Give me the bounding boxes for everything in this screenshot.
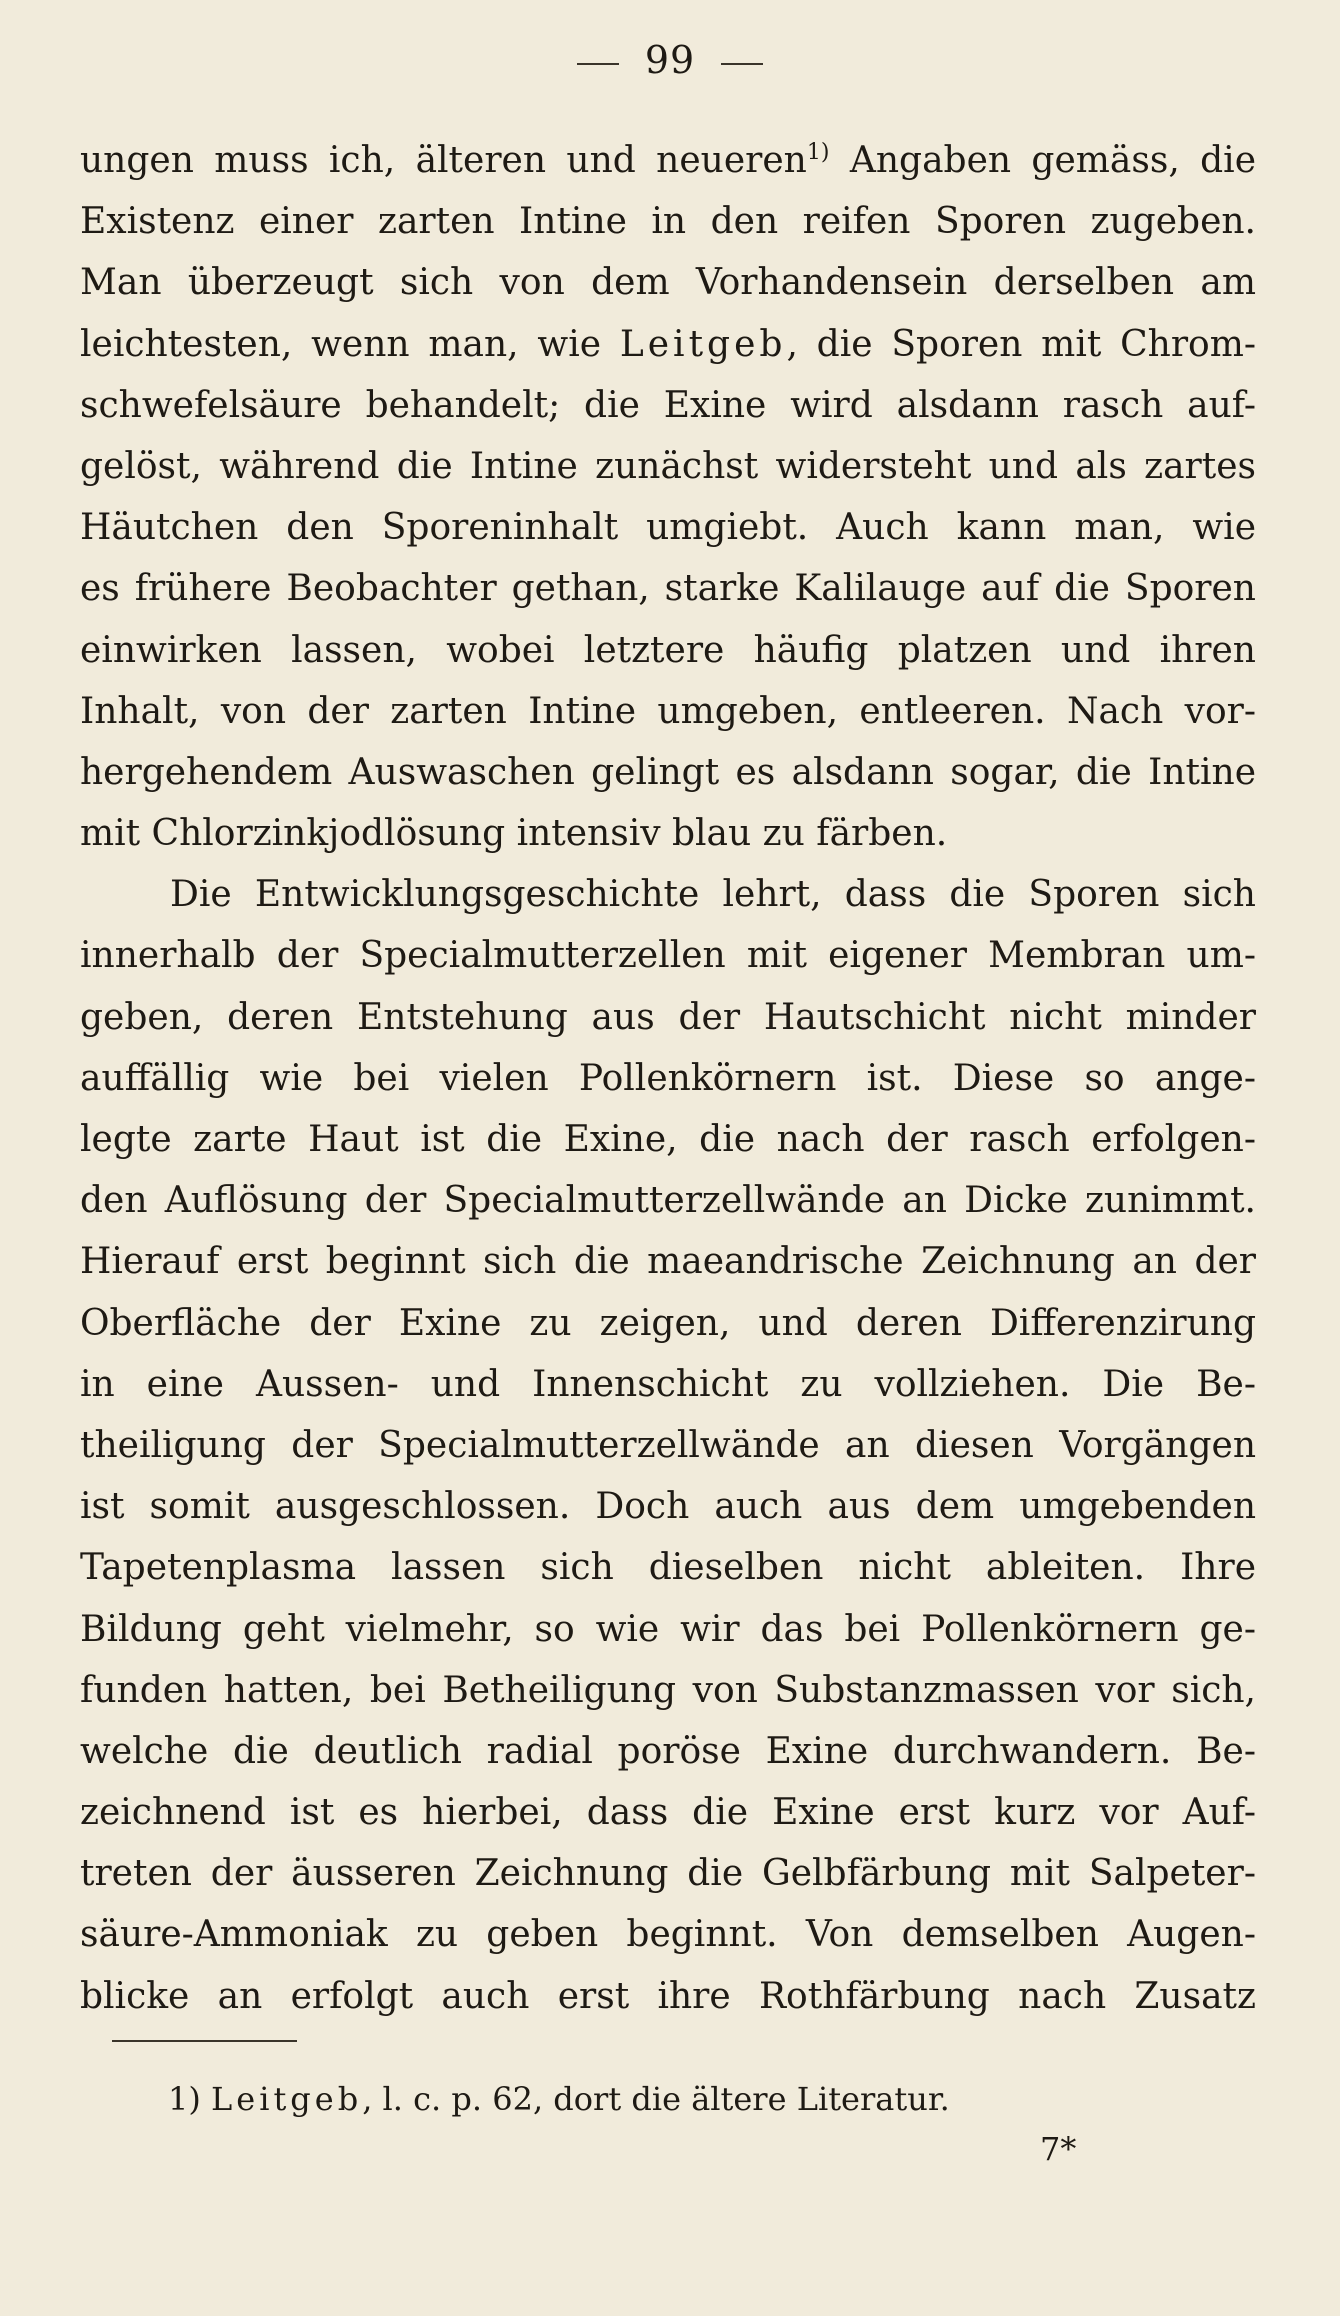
text-line: Die Entwicklungsgeschichte lehrt, dass die Sporen sich xyxy=(170,874,1256,916)
text-line: Man überzeugt sich von dem Vorhandensein derselben am xyxy=(80,262,1256,304)
text-line: funden hatten, bei Betheiligung von Substanzmassen vor sich, xyxy=(80,1669,1256,1711)
author-name: Leitgeb xyxy=(619,323,787,365)
text-line: geben, deren Entstehung aus der Hautschicht nicht minder xyxy=(80,996,1256,1038)
body-text xyxy=(80,130,1256,2027)
text-line: gelöst, während die Intine zunächst widersteht und als zartes xyxy=(80,445,1256,487)
text-line: Häutchen den Sporeninhalt umgiebt. Auch kann man, wie xyxy=(80,507,1256,549)
text-line: ist somit ausgeschlossen. Doch auch aus dem umgebenden xyxy=(80,1486,1256,1528)
text-line: Hierauf erst beginnt sich die maeandrische Zeichnung an der xyxy=(80,1241,1256,1283)
text-line: blicke an erfolgt auch erst ihre Rothfärbung nach Zusatz xyxy=(80,1975,1256,2017)
footnote-text: , l. c. p. 62, dort die ältere Literatur. xyxy=(362,2080,950,2118)
text-line: zeichnend ist es hierbei, dass die Exine erst kurz vor Auf- xyxy=(80,1792,1256,1834)
text-line: hergehendem Auswaschen gelingt es alsdann sogar, die Intine xyxy=(80,751,1256,793)
text-line: ungen muss ich, älteren und neueren$^{1)}$ Angaben gemäss, die xyxy=(80,140,1256,181)
signature-mark: 7* xyxy=(1040,2130,1077,2168)
text-line: schwefelsäure behandelt; die Exine wird alsdann rasch auf- xyxy=(80,384,1256,426)
text-line: Oberfläche der Exine zu zeigen, und deren Differenzirung xyxy=(80,1302,1256,1344)
text-line: in eine Aussen- und Innenschicht zu vollziehen. Die Be- xyxy=(80,1363,1256,1405)
text-line: leichtesten, wenn man, wie Leitgeb, die Sporen mit Chrom- xyxy=(80,323,1256,365)
text-line: welche die deutlich radial poröse Exine durchwandern. Be- xyxy=(80,1730,1256,1772)
page-number: 99 xyxy=(644,38,696,82)
text-line: innerhalb der Specialmutterzellen mit eigener Membran um- xyxy=(80,935,1256,977)
footnote-author: Leitgeb xyxy=(211,2080,363,2118)
footnote-rule xyxy=(112,2040,297,2042)
text-line: Inhalt, von der zarten Intine umgeben, entleeren. Nach vor- xyxy=(80,690,1256,732)
page-header xyxy=(0,38,1340,82)
text-line: den Auflösung der Specialmutterzellwände an Dicke zunimmt. xyxy=(80,1180,1256,1222)
footnote-reference: 1) xyxy=(806,140,830,165)
text-line: legte zarte Haut ist die Exine, die nach der rasch erfolgen- xyxy=(80,1119,1256,1160)
footnote-marker: 1) xyxy=(168,2080,201,2118)
text-line: mit Chlorzinkjodlösung intensiv blau zu färben. xyxy=(80,813,948,855)
text-line: einwirken lassen, wobei letztere häufig platzen und ihren xyxy=(80,629,1256,671)
text-line: säure-Ammoniak zu geben beginnt. Von demselben Augen- xyxy=(80,1914,1256,1956)
text-line: Existenz einer zarten Intine in den reifen Sporen zugeben. xyxy=(80,201,1256,243)
text-line: Bildung geht vielmehr, so wie wir das bei Pollenkörnern ge- xyxy=(80,1608,1256,1650)
text-line: theiligung der Specialmutterzellwände an diesen Vorgängen xyxy=(80,1424,1256,1466)
text-line: es frühere Beobachter gethan, starke Kalilauge auf die Sporen xyxy=(80,568,1256,610)
text-line: Tapetenplasma lassen sich dieselben nicht ableiten. Ihre xyxy=(80,1547,1256,1589)
text-line: auffällig wie bei vielen Pollenkörnern ist. Diese so ange- xyxy=(80,1057,1256,1099)
header-dash-right xyxy=(721,63,763,65)
header-dash-left xyxy=(577,63,619,65)
text-line: treten der äusseren Zeichnung die Gelbfärbung mit Salpeter- xyxy=(80,1853,1256,1895)
footnote xyxy=(168,2080,950,2118)
